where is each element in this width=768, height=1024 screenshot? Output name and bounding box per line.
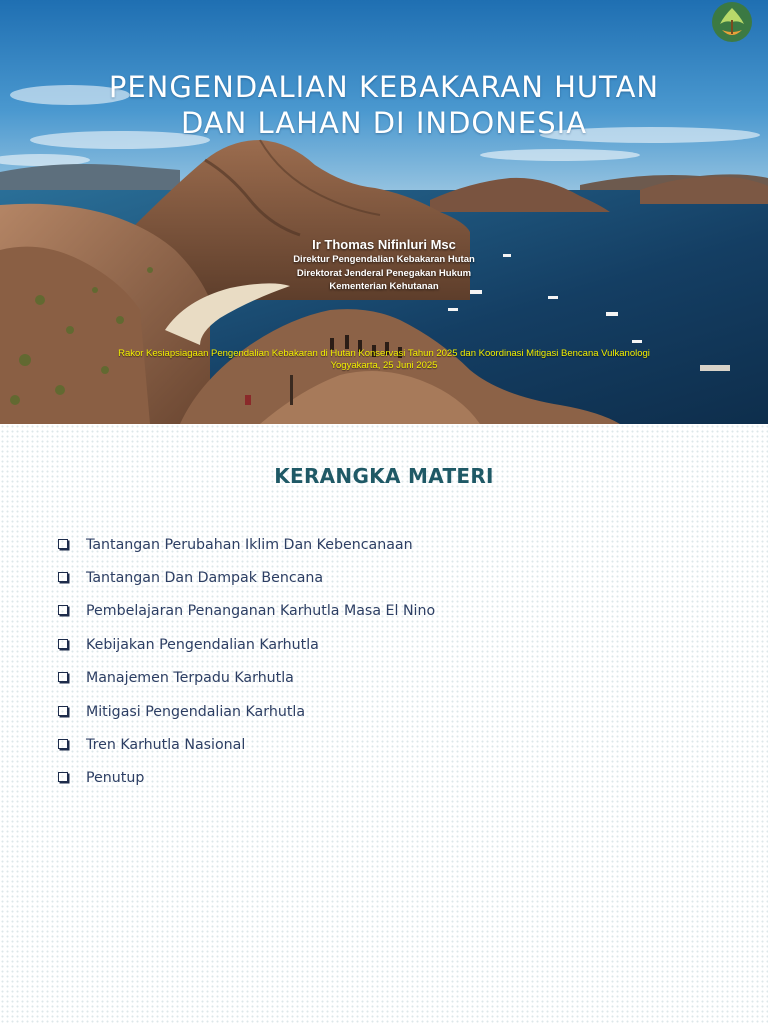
list-item-text: Penutup — [86, 770, 145, 787]
presenter-block — [0, 236, 768, 294]
list-item — [58, 628, 435, 661]
list-item-text: Manajemen Terpadu Karhutla — [86, 670, 294, 687]
list-item — [58, 528, 435, 561]
checkbox-bullet-icon — [58, 672, 68, 682]
checkbox-bullet-icon — [58, 772, 68, 782]
checkbox-bullet-icon — [58, 706, 68, 716]
checkbox-bullet-icon — [58, 739, 68, 749]
presenter-role-1: Direktur Pengendalian Kebakaran Hutan — [293, 254, 475, 265]
presenter-role-3: Kementerian Kehutanan — [329, 281, 439, 292]
list-item-text: Mitigasi Pengendalian Karhutla — [86, 703, 306, 720]
checkbox-bullet-icon — [58, 572, 68, 582]
outline-heading: KERANGKA MATERI — [274, 464, 494, 488]
presenter-role-2: Direktorat Jenderal Penegakan Hukum — [296, 267, 472, 279]
list-item-text: Kebijakan Pengendalian Karhutla — [86, 636, 319, 653]
list-item — [58, 695, 435, 728]
title-line-2: DAN LAHAN DI INDONESIA — [180, 106, 588, 141]
title-line-1: PENGENDALIAN KEBAKARAN HUTAN — [108, 70, 660, 105]
ministry-tree-logo-icon — [710, 0, 754, 44]
list-item — [58, 728, 435, 761]
outline-slide — [0, 424, 768, 1024]
presentation-title — [0, 69, 768, 141]
checkbox-bullet-icon — [58, 605, 68, 615]
list-item — [58, 595, 435, 628]
title-slide — [0, 0, 768, 424]
outline-list — [58, 528, 435, 795]
list-item — [58, 561, 435, 594]
event-place-date: Yogyakarta, 25 Juni 2025 — [330, 360, 438, 371]
list-item — [58, 762, 435, 795]
event-name: Rakor Kesiapsiagaan Pengendalian Kebakaran di Hutan Konservasi Tahun 2025 dan Koordinasi Mitigasi Bencana Vulkanologi — [118, 348, 650, 359]
event-info — [0, 348, 768, 372]
checkbox-bullet-icon — [58, 539, 68, 549]
presenter-name: Ir Thomas Nifinluri Msc — [312, 237, 456, 252]
list-item-text: Tantangan Perubahan Iklim Dan Kebencanaan — [86, 536, 413, 553]
list-item-text: Tantangan Dan Dampak Bencana — [86, 570, 324, 587]
list-item-text: Tren Karhutla Nasional — [86, 737, 246, 754]
list-item — [58, 662, 435, 695]
checkbox-bullet-icon — [58, 639, 68, 649]
list-item-text: Pembelajaran Penanganan Karhutla Masa El Nino — [86, 603, 436, 620]
